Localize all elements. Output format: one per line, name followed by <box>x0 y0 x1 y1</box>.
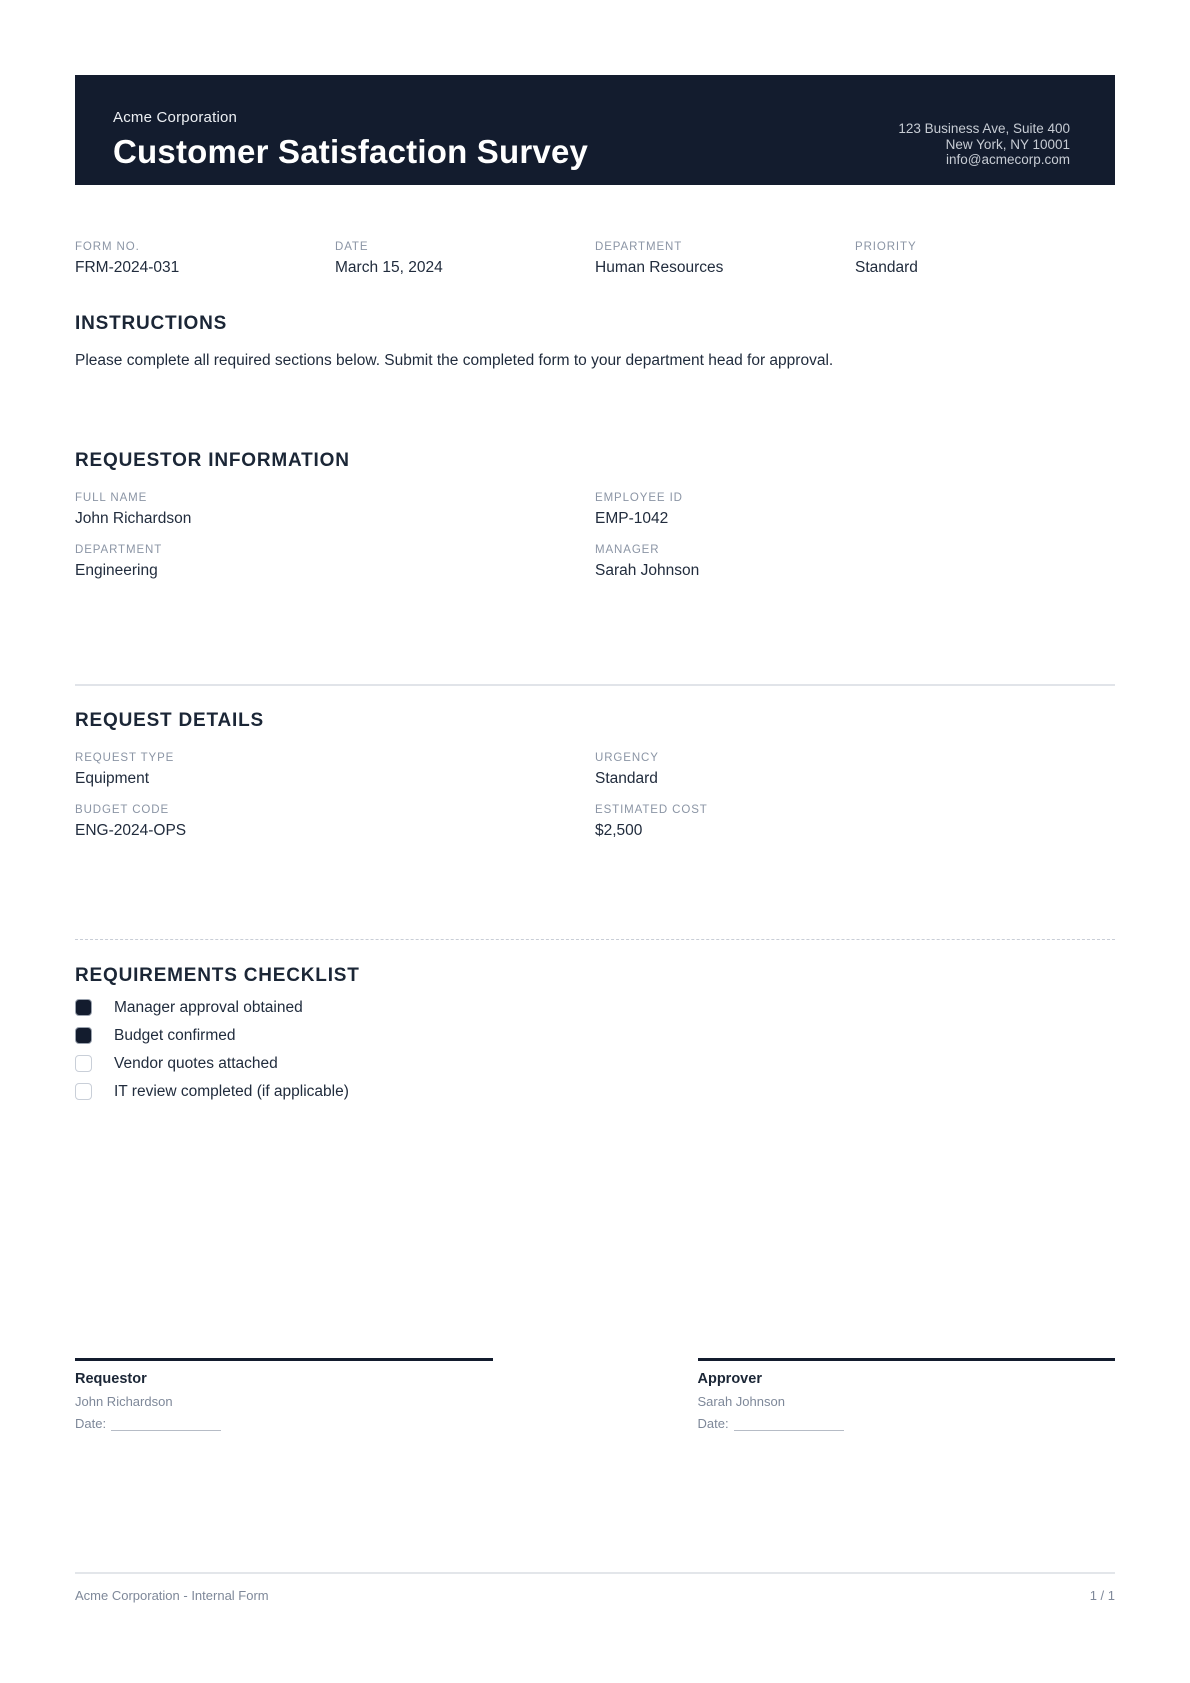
checkbox-icon <box>75 1083 92 1100</box>
field-value: John Richardson <box>75 510 192 527</box>
meta-field-form-no <box>75 241 335 277</box>
field-budget-code <box>75 804 595 840</box>
signature-section <box>75 1358 1115 1431</box>
form-meta-row <box>75 241 1115 277</box>
address-line-3: info@acmecorp.com <box>946 152 1070 167</box>
request-details-fields <box>75 752 1115 840</box>
section-divider-dashed <box>75 939 1115 940</box>
field-value: Engineering <box>75 562 158 579</box>
field-estimated-cost <box>595 804 1115 840</box>
requestor-info-heading: REQUESTOR INFORMATION <box>75 450 350 471</box>
document-header <box>75 75 1115 185</box>
field-value: Standard <box>595 770 658 787</box>
field-value: FRM-2024-031 <box>75 259 180 276</box>
footer-left-text: Acme Corporation - Internal Form <box>75 1588 269 1603</box>
requestor-info-fields <box>75 492 1115 580</box>
field-value: ENG-2024-OPS <box>75 822 187 839</box>
field-value: Standard <box>855 259 918 276</box>
date-label: Date: <box>697 1416 729 1431</box>
field-value: March 15, 2024 <box>335 259 443 276</box>
document-footer <box>75 1572 1115 1603</box>
field-label: FORM NO. <box>75 241 140 253</box>
document-title: Customer Satisfaction Survey <box>113 133 589 170</box>
field-urgency <box>595 752 1115 788</box>
field-label: DEPARTMENT <box>75 544 163 556</box>
meta-field-priority <box>855 241 1115 277</box>
checklist-item <box>75 999 1115 1016</box>
field-label: FULL NAME <box>75 492 148 504</box>
field-label: REQUEST TYPE <box>75 752 175 764</box>
checklist-item <box>75 1055 1115 1072</box>
address-line-1: 123 Business Ave, Suite 400 <box>898 121 1070 136</box>
checklist-item <box>75 1083 1115 1100</box>
field-value: Human Resources <box>595 259 724 276</box>
meta-field-department <box>595 241 855 277</box>
field-label: ESTIMATED COST <box>595 804 708 816</box>
field-label: BUDGET CODE <box>75 804 170 816</box>
field-employee-id <box>595 492 1115 528</box>
footer-page-number: 1 / 1 <box>1089 1588 1115 1603</box>
field-label: EMPLOYEE ID <box>595 492 683 504</box>
requirements-checklist <box>75 999 1115 1100</box>
signature-role: Approver <box>697 1371 762 1387</box>
signature-date-row <box>75 1416 493 1431</box>
section-divider <box>75 684 1115 686</box>
field-request-type <box>75 752 595 788</box>
field-value: Equipment <box>75 770 150 787</box>
field-label: DEPARTMENT <box>595 241 683 253</box>
date-underline <box>734 1419 844 1431</box>
company-name: Acme Corporation <box>113 109 238 126</box>
field-label: DATE <box>335 241 369 253</box>
checkbox-icon <box>75 1055 92 1072</box>
checkbox-icon <box>75 1027 92 1044</box>
checklist-item-label: IT review completed (if applicable) <box>114 1082 349 1100</box>
field-label: MANAGER <box>595 544 660 556</box>
date-label: Date: <box>75 1416 107 1431</box>
checklist-item-label: Manager approval obtained <box>114 998 303 1016</box>
instructions-heading: INSTRUCTIONS <box>75 313 228 334</box>
signature-role: Requestor <box>75 1371 147 1387</box>
checklist-item-label: Vendor quotes attached <box>114 1054 278 1072</box>
request-details-heading: REQUEST DETAILS <box>75 710 264 731</box>
checklist-item-label: Budget confirmed <box>114 1026 236 1044</box>
signature-block-approver <box>698 1358 1116 1431</box>
field-label: URGENCY <box>595 752 659 764</box>
signature-date-row <box>698 1416 1116 1431</box>
checkbox-icon <box>75 999 92 1016</box>
field-value: EMP-1042 <box>595 510 669 527</box>
field-full-name <box>75 492 595 528</box>
checklist-item <box>75 1027 1115 1044</box>
company-address <box>898 121 1070 185</box>
instructions-text: Please complete all required sections below. Submit the completed form to your department head for approval. <box>75 352 834 369</box>
address-line-2: New York, NY 10001 <box>945 136 1070 152</box>
field-department <box>75 544 595 580</box>
date-underline <box>111 1419 221 1431</box>
field-value: $2,500 <box>595 822 643 839</box>
header-left <box>113 109 588 185</box>
field-manager <box>595 544 1115 580</box>
field-label: PRIORITY <box>855 241 917 253</box>
signature-name: Sarah Johnson <box>697 1394 785 1409</box>
field-value: Sarah Johnson <box>595 562 700 579</box>
signature-name: John Richardson <box>75 1394 173 1409</box>
signature-block-requestor <box>75 1358 493 1431</box>
checklist-heading: REQUIREMENTS CHECKLIST <box>75 965 360 986</box>
meta-field-date <box>335 241 595 277</box>
